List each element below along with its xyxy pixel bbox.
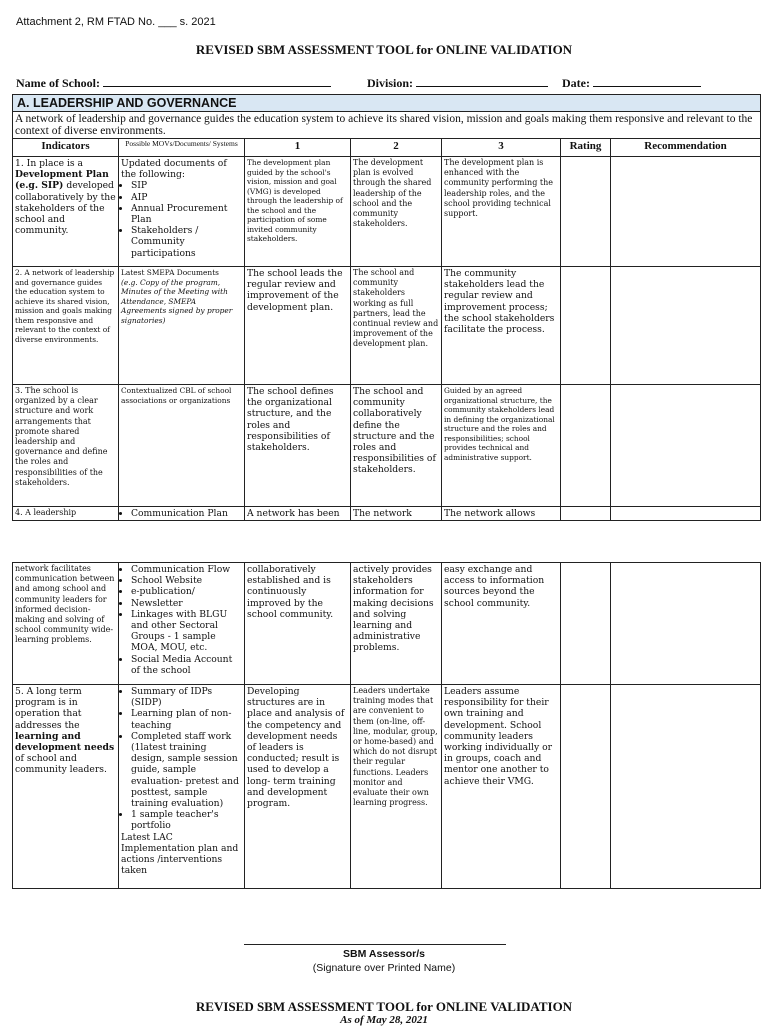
col-level-2: 2 [351, 139, 442, 157]
date-field[interactable] [593, 76, 701, 87]
date-label: Date: [562, 76, 590, 90]
table-row [13, 507, 761, 521]
col-rating: Rating [561, 139, 611, 157]
level-1-cell: The school defines the organizational structure, and the roles and responsibilities of stakeholders. [245, 385, 351, 507]
level-2-cell: The network [351, 507, 442, 521]
section-intro: A network of leadership and governance guides the education system to achieve its shared vision, mission and goals making them responsive and relevant to the context of diverse environments. [13, 112, 761, 139]
recommendation-cell[interactable] [611, 267, 761, 385]
mov-cell: • Communication Plan [119, 507, 245, 521]
mov-cell: Contextualized CBL of school associations or organizations [119, 385, 245, 507]
level-2-cell: The development plan is evolved through the shared leadership of the school and the community stakeholders. [351, 157, 442, 267]
mov-cell: • Summary of IDPs (SIDP) • Learning plan of non-teaching • Completed staff work (1latest training design, sample session guide, sample evaluation- pretest and posttest, sample training evaluation) • 1 sample teacher's portfolio Latest LAC Implementation plan and actions /interventions taken [119, 685, 245, 889]
table-row [13, 267, 761, 385]
page-title: REVISED SBM ASSESSMENT TOOL for ONLINE VALIDATION [195, 42, 573, 57]
level-1-cell: Developing structures are in place and analysis of the competency and development needs of leaders is conducted; result is used to develop a long- term training and development program. [245, 685, 351, 889]
table-row [13, 563, 761, 685]
school-info-row [16, 76, 756, 91]
section-header: A. LEADERSHIP AND GOVERNANCE [13, 95, 761, 112]
rating-cell[interactable] [561, 507, 611, 521]
mov-cell: Updated documents of the following: • SIP • AIP • Annual Procurement Plan • Stakeholders / Community participations [119, 157, 245, 267]
school-name-field[interactable] [103, 76, 331, 87]
level-3-cell: The network allows [442, 507, 561, 521]
school-name-label: Name of School: [16, 76, 100, 90]
footer-date: As of May 28, 2021 [340, 1014, 428, 1026]
level-2-cell: The school and community collaboratively define the structure and the roles and responsibilities of stakeholders. [351, 385, 442, 507]
col-level-3: 3 [442, 139, 561, 157]
attachment-label: Attachment 2, RM FTAD No. ___ s. 2021 [16, 16, 216, 28]
col-indicators: Indicators [13, 139, 119, 157]
assessment-table-page1 [12, 94, 761, 521]
level-1-cell: The development plan guided by the school's vision, mission and goal (VMG) is developed through the leadership of the school and the participation of some invited community stakeholders. [245, 157, 351, 267]
footer-title: REVISED SBM ASSESSMENT TOOL for ONLINE VALIDATION [195, 999, 573, 1014]
rating-cell[interactable] [561, 563, 611, 685]
signature-line [244, 944, 506, 945]
indicator-cell: 4. A leadership [13, 507, 119, 521]
level-2-cell: Leaders undertake training modes that are convenient to them (on-line, off-line, modular, group, or home-based) and which do not disrupt their regular functions. Leaders monitor and evaluate their own learning progress. [351, 685, 442, 889]
indicator-cell: 3. The school is organized by a clear structure and work arrangements that promote shared leadership and governance and define the roles and responsibilities of the stakeholders. [13, 385, 119, 507]
recommendation-cell[interactable] [611, 385, 761, 507]
signature-title: SBM Assessor/s [343, 948, 425, 960]
col-recommendation: Recommendation [611, 139, 761, 157]
mov-cell: Latest SMEPA Documents (e.g. Copy of the program, Minutes of the Meeting with Attendance, SMEPA Agreements signed by proper signatories) [119, 267, 245, 385]
table-row [13, 157, 761, 267]
level-3-cell: Leaders assume responsibility for their own training and development. School community leaders working individually or in groups, coach and mentor one another to achieve their VMG. [442, 685, 561, 889]
recommendation-cell[interactable] [611, 157, 761, 267]
col-movs: Possible MOVs/Documents/ Systems [119, 139, 245, 157]
division-label: Division: [367, 76, 414, 90]
level-3-cell: easy exchange and access to information sources beyond the school community. [442, 563, 561, 685]
level-1-cell: collaboratively established and is continuously improved by the school community. [245, 563, 351, 685]
indicator-cell: network facilitates communication between and among school and community leaders for informed decision- making and solving of school community wide- learning problems. [13, 563, 119, 685]
indicator-cell: 1. In place is a Development Plan (e.g. SIP) developed collaboratively by the stakeholders of the school and community. [13, 157, 119, 267]
rating-cell[interactable] [561, 685, 611, 889]
rating-cell[interactable] [561, 157, 611, 267]
indicator-cell: 5. A long term program is in operation that addresses the learning and development needs of school and community leaders. [13, 685, 119, 889]
level-3-cell: Guided by an agreed organizational structure, the community stakeholders lead in defining the organizational structure and the roles and responsibilities; school provides technical and administrative support. [442, 385, 561, 507]
recommendation-cell[interactable] [611, 507, 761, 521]
table-row [13, 385, 761, 507]
assessment-table-page2 [12, 562, 761, 889]
table-row [13, 685, 761, 889]
rating-cell[interactable] [561, 267, 611, 385]
mov-cell: • Communication Flow • School Website • e-publication/ • Newsletter • Linkages with BLGU and other Sectoral Groups - 1 sample MOA, MOU, etc. • Social Media Account of the school [119, 563, 245, 685]
level-2-cell: actively provides stakeholders information for making decisions and solving learning and administrative problems. [351, 563, 442, 685]
indicator-cell: 2. A network of leadership and governance guides the education system to achieve its shared vision, mission and goals making them responsive and relevant to the context of diverse environments. [13, 267, 119, 385]
level-1-cell: A network has been [245, 507, 351, 521]
signature-subtitle: (Signature over Printed Name) [312, 962, 456, 974]
level-3-cell: The development plan is enhanced with the community performing the leadership roles, and the school providing technical support. [442, 157, 561, 267]
recommendation-cell[interactable] [611, 685, 761, 889]
division-field[interactable] [416, 76, 548, 87]
rating-cell[interactable] [561, 385, 611, 507]
level-1-cell: The school leads the regular review and improvement of the development plan. [245, 267, 351, 385]
recommendation-cell[interactable] [611, 563, 761, 685]
level-2-cell: The school and community stakeholders working as full partners, lead the continual review and improvement of the development plan. [351, 267, 442, 385]
col-level-1: 1 [245, 139, 351, 157]
level-3-cell: The community stakeholders lead the regular review and improvement process; the school stakeholders facilitate the process. [442, 267, 561, 385]
